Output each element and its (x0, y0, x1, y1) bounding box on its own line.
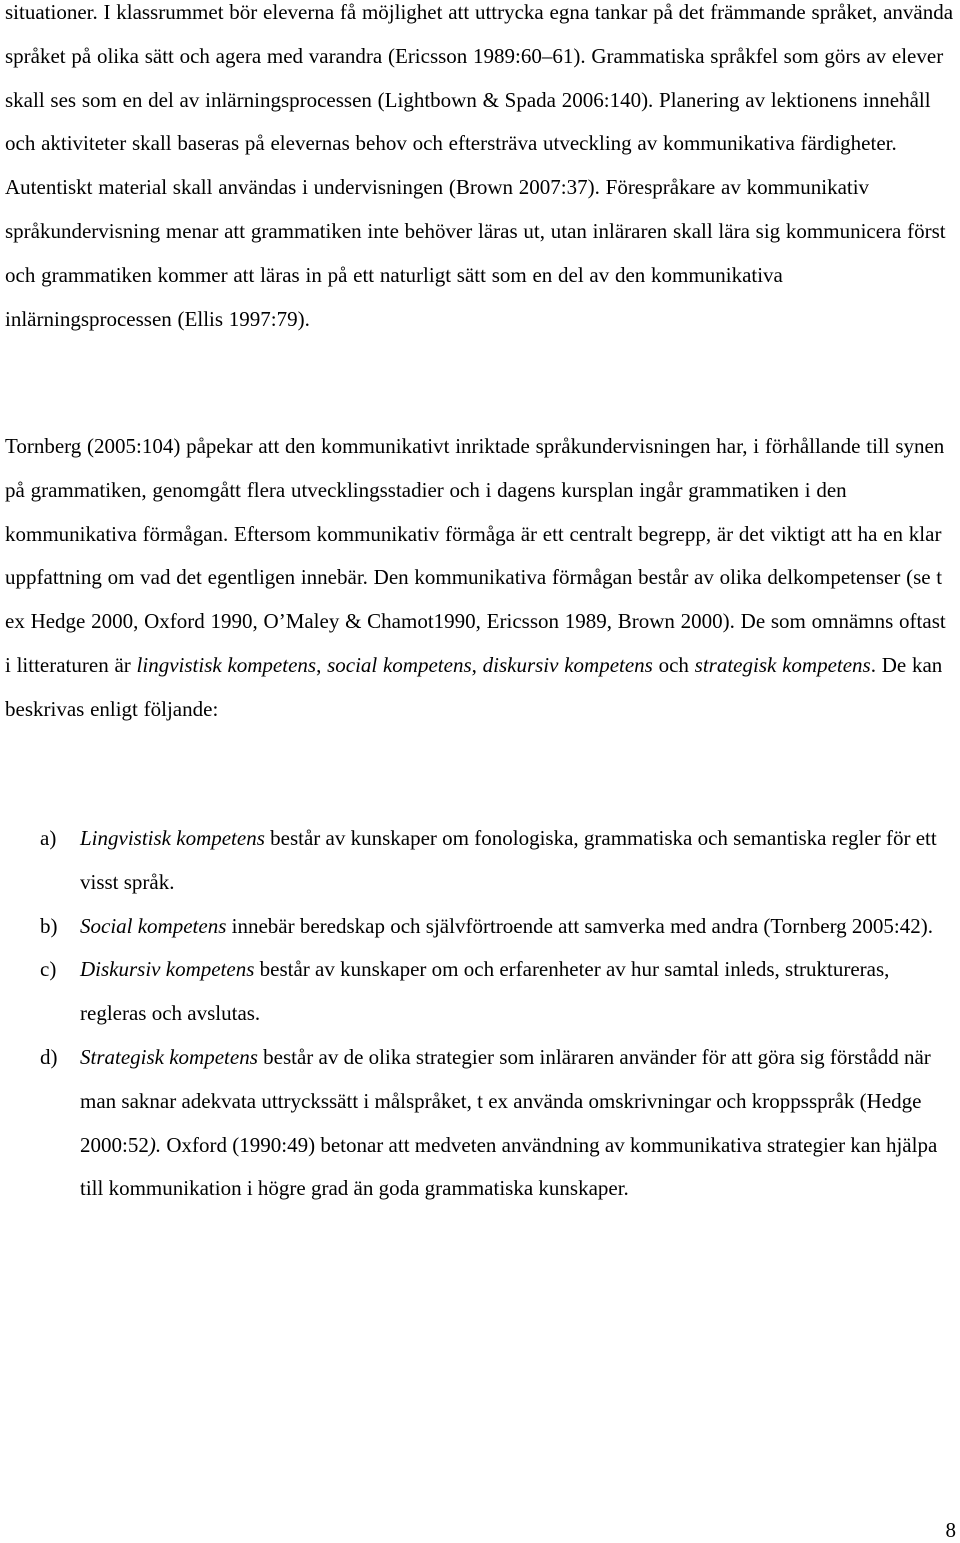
term-diskursiv: Diskursiv kompetens (80, 957, 255, 982)
list-item-strategisk (5, 1036, 955, 1211)
citation-closing: ). (148, 1132, 162, 1157)
definition-text: innebär beredskap och självförtroende att samverka med andra (Tornberg 2005:42). (226, 913, 934, 938)
list-item-text (80, 905, 940, 949)
paragraph-text: , (316, 652, 328, 677)
competence-list (5, 817, 955, 1211)
list-item-text (80, 1036, 940, 1211)
term-diskursiv: diskursiv kompetens (482, 652, 653, 677)
term-lingvistisk: lingvistisk kompetens (136, 652, 317, 677)
paragraph-text: . De kan beskrivas enligt följande: (5, 652, 943, 721)
list-marker: d) (40, 1044, 58, 1069)
paragraph-text: och (652, 652, 695, 677)
list-item-social (5, 905, 955, 949)
term-social: Social kompetens (80, 913, 227, 938)
list-marker: b) (40, 913, 58, 938)
definition-text: består av kunskaper om och erfarenheter av hur samtal inleds, struktureras, regleras och avslutas. (80, 957, 890, 1026)
list-item-diskursiv (5, 948, 955, 1036)
term-lingvistisk: Lingvistisk kompetens (80, 826, 265, 850)
paragraph-text: Tornberg (2005:104) påpekar att den kommunikativt inriktade språkundervisningen har, i förhållande till synen på grammatiken, genomgått flera utvecklingsstadier och i dagens kursplan ingår grammatiken i den kommunikativa förmågan. Eftersom kommunikativ förmåga är ett centralt begrepp, är det viktigt att ha en klar uppfattning om vad det egentligen innebär. Den kommunikativa förmågan består av olika delkompetenser (se t ex Hedge 2000, Oxford 1990, O’Maley & Chamot1990, Ericsson 1989, Brown 2000). De som omnämns oftast i litteraturen är (5, 434, 946, 677)
page-number: 8 (945, 1518, 956, 1542)
list-item-lingvistisk (5, 817, 955, 905)
list-marker: a) (40, 826, 57, 850)
definition-text: består av de olika strategier som inläraren använder för att göra sig förstådd när man saknar adekvata uttryckssätt i målspråket, t ex använda omskrivningar och kroppsspråk (Hedge 2000:52 (80, 1044, 931, 1157)
list-marker: c) (40, 957, 57, 982)
term-strategisk: strategisk kompetens (694, 652, 871, 677)
definition-text: Oxford (1990:49) betonar att medveten användning av kommunikativa strategier kan hjälpa till kommunikation i högre grad än goda grammatiska kunskaper. (80, 1132, 938, 1201)
term-strategisk: Strategisk kompetens (80, 1044, 258, 1069)
paragraph-text: situationer. I klassrummet bör eleverna få möjlighet att uttrycka egna tankar på det främmande språket, använda språket på olika sätt och agera med varandra (Ericsson 1989:60–61). Grammatiska språkfel som görs av elever skall ses som en del av inlärningsprocessen (Lightbown & Spada 2006:140). Planering av lektionens innehåll och aktiviteter skall baseras på elevernas behov och eftersträva utveckling av kommunikativa färdigheter. Autentiskt material skall användas i undervisningen (Brown 2007:37). Förespråkare av kommunikativ språkundervisning menar att grammatiken inte behöver läras ut, utan inläraren skall lära sig kommunicera först och grammatiken kommer att läras in på ett naturligt sätt som en del av den kommunikativa inlärningsprocessen (Ellis 1997:79). (5, 0, 954, 331)
list-item-text (80, 817, 940, 905)
paragraph-text: , (471, 652, 483, 677)
paragraph-communicative-competence (5, 425, 955, 732)
list-item-text (80, 948, 940, 1036)
term-social: social kompetens (327, 652, 472, 677)
paragraph-communicative-teaching (5, 0, 955, 341)
definition-text: består av kunskaper om fonologiska, grammatiska och semantiska regler för ett visst språk. (80, 826, 937, 894)
